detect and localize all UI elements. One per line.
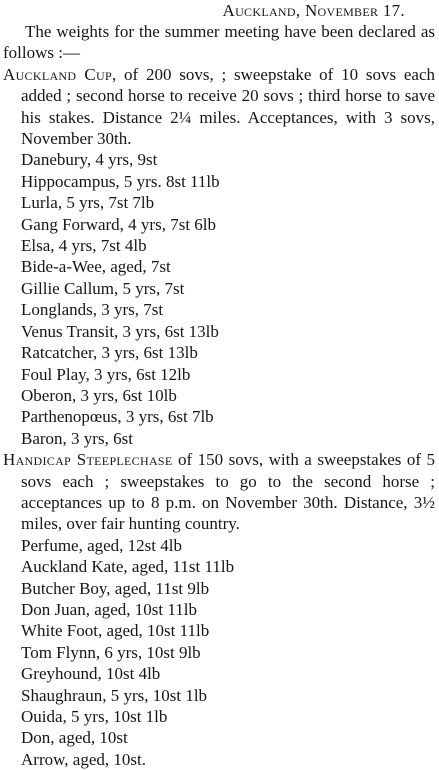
intro-paragraph: The weights for the summer meeting have been declared as follows :— xyxy=(3,22,435,63)
list-item: Hippocampus, 5 yrs. 8st 11lb xyxy=(21,171,220,191)
list-item: Greyhound, 10st 4lb xyxy=(21,664,161,684)
list-item: Butcher Boy, aged, 11st 9lb xyxy=(21,578,210,598)
list-item: Venus Transit, 3 yrs, 6st 13lb xyxy=(21,321,219,341)
race-1-name: Auckland Cup xyxy=(3,64,112,84)
list-item: Lurla, 5 yrs, 7st 7lb xyxy=(21,193,155,213)
list-item: White Foot, aged, 10st 11lb xyxy=(21,621,210,641)
list-item: Gang Forward, 4 yrs, 7st 6lb xyxy=(21,214,217,234)
list-item: Oberon, 3 yrs, 6st 10lb xyxy=(21,385,177,405)
list-item: Foul Play, 3 yrs, 6st 12lb xyxy=(21,364,191,384)
race-1-entries xyxy=(3,149,435,449)
list-item: Parthenopœus, 3 yrs, 6st 7lb xyxy=(21,407,214,427)
list-item: Arrow, aged, 10st. xyxy=(21,749,146,769)
list-item: Shaughraun, 5 yrs, 10st 1lb xyxy=(21,685,208,705)
list-item: Ratcatcher, 3 yrs, 6st 13lb xyxy=(21,343,198,363)
dateline: Auckland, November 17. xyxy=(222,1,405,20)
list-item: Don Juan, aged, 10st 11lb xyxy=(21,599,197,619)
list-item: Danebury, 4 yrs, 9st xyxy=(21,150,158,170)
race-2-name: Handicap Steeplechase xyxy=(3,450,173,470)
list-item: Elsa, 4 yrs, 7st 4lb xyxy=(21,236,147,256)
race-2-conditions xyxy=(3,449,435,535)
list-item: Tom Flynn, 6 yrs, 10st 9lb xyxy=(21,642,201,662)
list-item: Auckland Kate, aged, 11st 11lb xyxy=(21,557,235,577)
list-item: Gillie Callum, 5 yrs, 7st xyxy=(21,278,185,298)
list-item: Bide-a-Wee, aged, 7st xyxy=(21,257,171,277)
list-item: Baron, 3 yrs, 6st xyxy=(21,428,133,448)
list-item: Perfume, aged, 12st 4lb xyxy=(21,535,182,555)
list-item: Longlands, 3 yrs, 7st xyxy=(21,300,164,320)
race-1-terms: , of 200 sovs, ; sweepstake of 10 sovs each added ; second horse to receive 20 sovs ; third horse to save his stakes. Distance 2¼ miles. Acceptances, with 3 sovs, November 30th. xyxy=(21,64,435,149)
race-1-conditions xyxy=(3,64,435,150)
race-2-terms: of 150 sovs, with a sweepstakes of 5 sovs each ; sweepstakes to go to the second horse ; acceptances up to 8 p.m. on November 30th. Distance, 3½ miles, over fair hunting country. xyxy=(21,450,435,534)
list-item: Ouida, 5 yrs, 10st 1lb xyxy=(21,707,168,726)
list-item: Don, aged, 10st xyxy=(21,728,128,748)
race-2-entries xyxy=(3,535,435,770)
